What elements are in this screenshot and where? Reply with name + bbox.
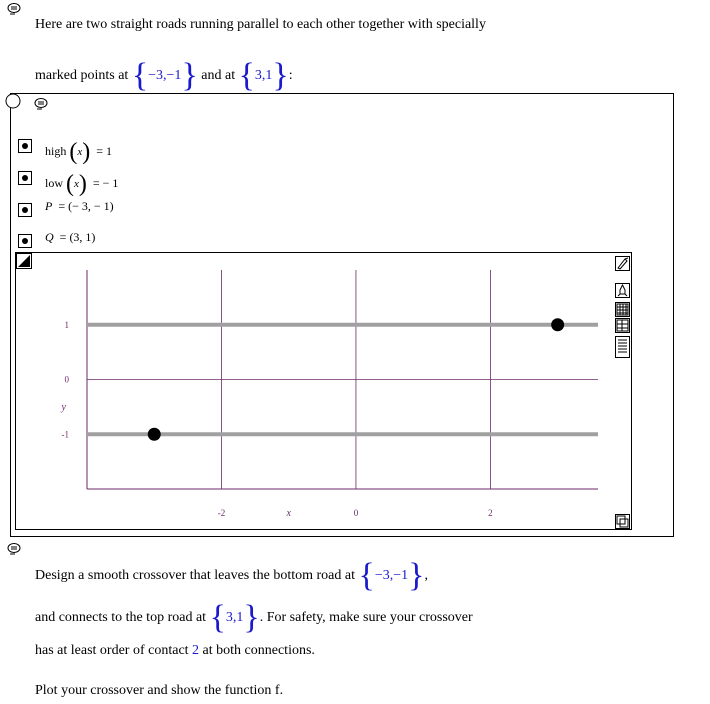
def-rhs: = (− 3, − 1) (58, 199, 114, 213)
point-b: 3,1 (254, 68, 273, 83)
outro-p3-prefix: has at least order of contact (35, 643, 189, 658)
resize-icon (616, 515, 629, 528)
outro-p2-suffix: . For safety, make sure your crossover (259, 610, 473, 625)
resize-button[interactable] (615, 514, 630, 529)
y-tick-label: 1 (64, 319, 69, 330)
paren-left: ( (66, 171, 74, 197)
x-tick-label: -2 (217, 508, 226, 518)
start-point: −3,−1 (374, 568, 409, 583)
comment-icon[interactable] (7, 2, 21, 16)
pen-tool-button[interactable] (615, 256, 630, 271)
table-tool-button[interactable] (615, 318, 630, 333)
y-axis-label: y (61, 401, 66, 413)
x-tick-label: 2 (488, 508, 493, 518)
def-arg: x (77, 146, 83, 158)
paren-left: ( (69, 139, 78, 165)
outro-p4: Plot your crossover and show the function f. (35, 683, 284, 698)
contact-order-value: 2 (192, 643, 200, 658)
brace-right: } (408, 557, 425, 594)
rocket-icon (616, 284, 629, 297)
y-tick-label: 0 (64, 374, 69, 385)
brace-left: { (358, 557, 375, 594)
brace-left: { (238, 57, 255, 94)
intro-line-2-prefix: marked points at (35, 68, 129, 83)
rocket-tool-button[interactable] (615, 283, 630, 298)
intro-line-2-mid: and at (201, 68, 236, 83)
def-toggle-p[interactable] (18, 203, 32, 217)
x-axis-label: x (286, 508, 291, 519)
marked-point (148, 428, 161, 441)
def-name: P (45, 199, 53, 213)
outro-p2-prefix: and connects to the top road at (35, 610, 207, 625)
paren-right: ) (78, 171, 87, 197)
brace-right: } (272, 57, 289, 94)
marked-point (551, 318, 564, 331)
grid-icon (616, 303, 629, 316)
intro-line-1: Here are two straight roads running parallel to each other together with specially (35, 17, 486, 32)
intro-line-2-suffix: : (288, 68, 293, 83)
def-arg: x (74, 178, 79, 190)
def-toggle-q[interactable] (18, 234, 32, 248)
outro-p1-prefix: Design a smooth crossover that leaves the bottom road at (35, 568, 355, 583)
def-rhs: = − 1 (92, 176, 119, 190)
def-toggle-low[interactable] (18, 171, 32, 185)
cell-selector-icon[interactable] (5, 93, 21, 109)
grid-tool-button[interactable] (615, 302, 630, 317)
def-p (45, 199, 117, 214)
outro-p1 (35, 552, 428, 594)
comment-icon[interactable] (34, 97, 48, 111)
def-rhs: = 1 (96, 144, 113, 158)
outro-p2 (35, 594, 473, 636)
paren-right: ) (82, 139, 91, 165)
brace-left: { (131, 57, 149, 94)
document-tool-button[interactable] (615, 336, 630, 358)
def-q (45, 230, 98, 245)
def-name: low (45, 176, 63, 190)
brace-right: } (181, 57, 198, 94)
plot-area[interactable] (20, 256, 610, 526)
x-tick-label: 0 (353, 508, 359, 518)
brace-left: { (209, 599, 226, 636)
def-name: Q (45, 230, 54, 244)
brace-right: } (243, 599, 260, 636)
outro-p3 (35, 643, 315, 659)
y-tick-label: -1 (61, 429, 69, 440)
def-name: high (45, 144, 67, 158)
def-low (45, 167, 121, 197)
def-rhs: = (3, 1) (59, 230, 96, 244)
document-icon (616, 337, 629, 357)
end-point: 3,1 (225, 610, 244, 625)
outro-p3-suffix: at both connections. (202, 643, 315, 658)
pen-icon (616, 257, 629, 270)
def-high (45, 135, 115, 165)
comment-icon[interactable] (7, 542, 21, 556)
intro-line-2 (35, 52, 293, 94)
def-toggle-high[interactable] (18, 139, 32, 153)
outro-p1-suffix: , (424, 568, 428, 583)
point-a: −3,−1 (148, 68, 182, 83)
table-icon (616, 319, 629, 332)
